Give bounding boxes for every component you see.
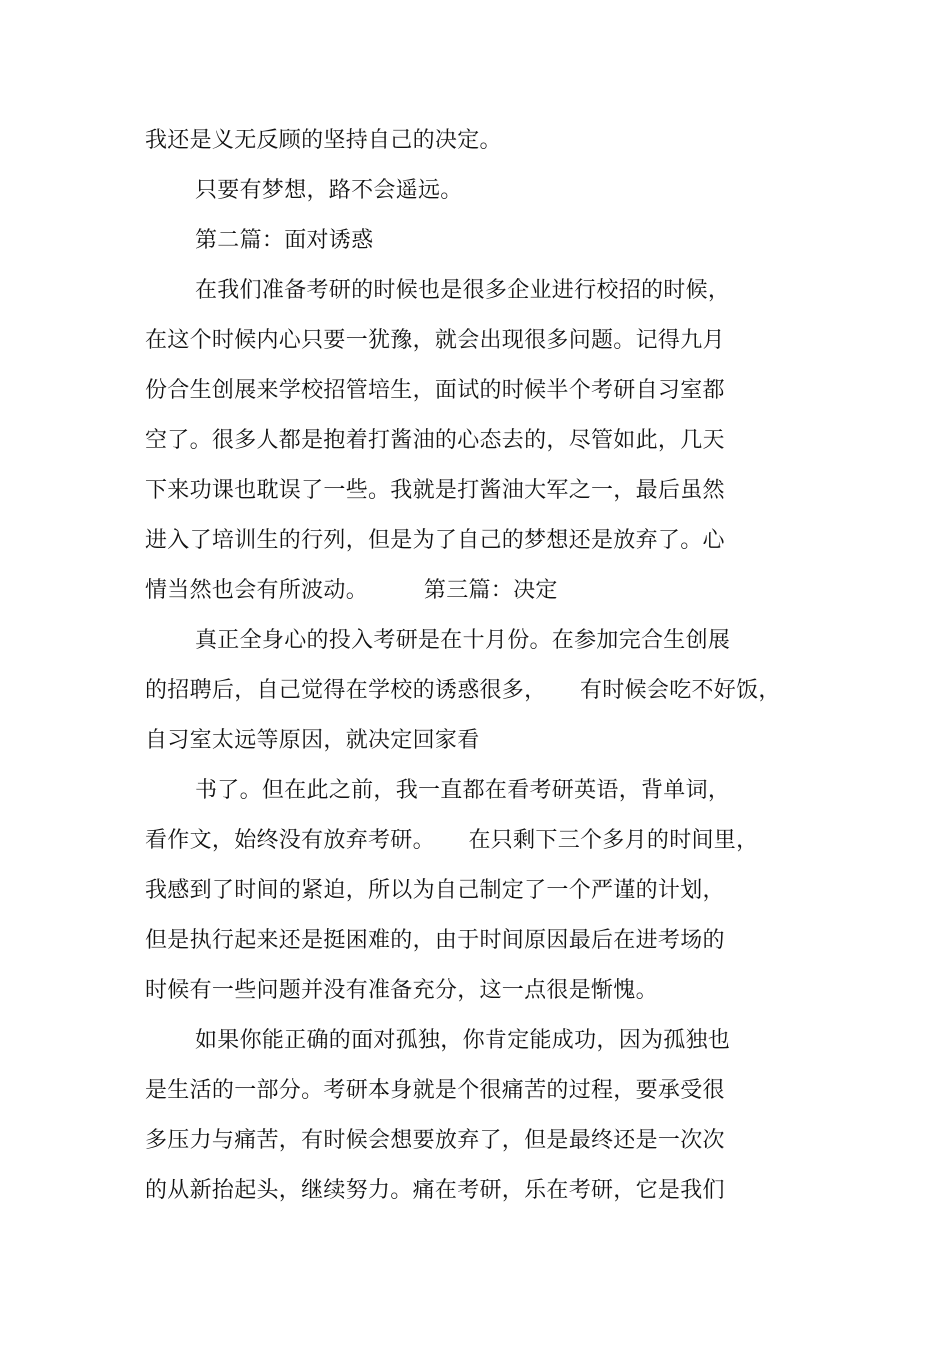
text-line: 进入了培训生的行列，但是为了自己的梦想还是放弃了。心 <box>145 528 725 553</box>
text-line: 自习室太远等原因，就决定回家看 <box>145 728 480 753</box>
text-line: 只要有梦想，路不会遥远。 <box>195 178 463 203</box>
text-line: 是生活的一部分。考研本身就是个很痛苦的过程，要承受很 <box>145 1078 725 1103</box>
text-line: 我还是义无反顾的坚持自己的决定。 <box>145 128 502 153</box>
text-line: 份合生创展来学校招管培生，面试的时候半个考研自习室都 <box>145 378 725 403</box>
section-heading: 第二篇：面对诱惑 <box>195 228 374 253</box>
text-line: 书了。但在此之前，我一直都在看考研英语，背单词， <box>195 778 731 803</box>
text-line: 在这个时候内心只要一犹豫，就会出现很多问题。记得九月 <box>145 328 725 353</box>
text-line: 看作文，始终没有放弃考研。 在只剩下三个多月的时间里， <box>145 828 759 853</box>
text-line: 多压力与痛苦，有时候会想要放弃了，但是最终还是一次次 <box>145 1128 725 1153</box>
text-line: 的招聘后，自己觉得在学校的诱惑很多， 有时候会吃不好饭， <box>145 678 781 703</box>
text-line: 空了。很多人都是抱着打酱油的心态去的，尽管如此，几天 <box>145 428 725 453</box>
text-line: 时候有一些问题并没有准备充分，这一点很是惭愧。 <box>145 978 658 1003</box>
text-line: 如果你能正确的面对孤独，你肯定能成功，因为孤独也 <box>195 1028 731 1053</box>
text-line: 下来功课也耽误了一些。我就是打酱油大军之一，最后虽然 <box>145 478 725 503</box>
text-line: 的从新抬起头，继续努力。痛在考研，乐在考研，它是我们 <box>145 1178 725 1203</box>
text-line: 但是执行起来还是挺困难的，由于时间原因最后在进考场的 <box>145 928 725 953</box>
text-line: 在我们准备考研的时候也是很多企业进行校招的时候， <box>195 278 731 303</box>
text-line: 情当然也会有所波动。 第三篇：决定 <box>145 578 558 603</box>
text-line: 我感到了时间的紧迫，所以为自己制定了一个严谨的计划， <box>145 878 725 903</box>
text-line: 真正全身心的投入考研是在十月份。在参加完合生创展 <box>195 628 731 653</box>
